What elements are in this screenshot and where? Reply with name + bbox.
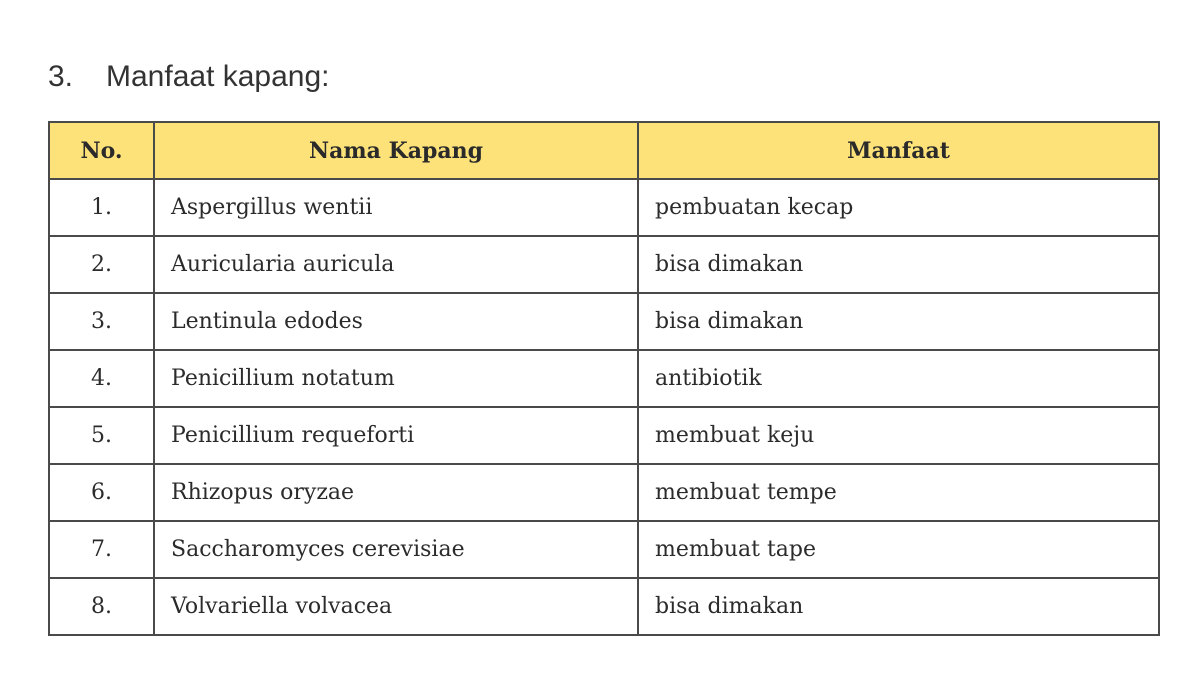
cell-manfaat: bisa dimakan	[638, 236, 1159, 293]
cell-manfaat: membuat keju	[638, 407, 1159, 464]
cell-nama-kapang: Auricularia auricula	[154, 236, 638, 293]
table-row	[49, 521, 1159, 578]
cell-nama-kapang: Volvariella volvacea	[154, 578, 638, 635]
cell-manfaat: bisa dimakan	[638, 578, 1159, 635]
table-row	[49, 293, 1159, 350]
cell-no: 4.	[49, 350, 154, 407]
cell-manfaat: bisa dimakan	[638, 293, 1159, 350]
cell-nama-kapang: Aspergillus wentii	[154, 179, 638, 236]
cell-no: 5.	[49, 407, 154, 464]
cell-no: 2.	[49, 236, 154, 293]
cell-nama-kapang: Penicillium notatum	[154, 350, 638, 407]
section-number: 3.	[48, 60, 74, 93]
cell-manfaat: pembuatan kecap	[638, 179, 1159, 236]
cell-manfaat: membuat tape	[638, 521, 1159, 578]
kapang-table	[48, 121, 1160, 636]
table-row	[49, 464, 1159, 521]
cell-nama-kapang: Lentinula edodes	[154, 293, 638, 350]
cell-no: 1.	[49, 179, 154, 236]
table-row	[49, 407, 1159, 464]
table-row	[49, 350, 1159, 407]
cell-manfaat: antibiotik	[638, 350, 1159, 407]
header-nama-kapang: Nama Kapang	[154, 122, 638, 179]
header-manfaat: Manfaat	[638, 122, 1159, 179]
cell-nama-kapang: Penicillium requeforti	[154, 407, 638, 464]
table-row	[49, 236, 1159, 293]
cell-manfaat: membuat tempe	[638, 464, 1159, 521]
cell-nama-kapang: Rhizopus oryzae	[154, 464, 638, 521]
section-title: Manfaat kapang:	[106, 60, 330, 93]
cell-no: 3.	[49, 293, 154, 350]
table-row	[49, 179, 1159, 236]
table-row	[49, 578, 1159, 635]
header-no: No.	[49, 122, 154, 179]
cell-no: 8.	[49, 578, 154, 635]
cell-no: 7.	[49, 521, 154, 578]
cell-no: 6.	[49, 464, 154, 521]
cell-nama-kapang: Saccharomyces cerevisiae	[154, 521, 638, 578]
table-header-row	[49, 122, 1159, 179]
section-heading	[48, 60, 330, 94]
